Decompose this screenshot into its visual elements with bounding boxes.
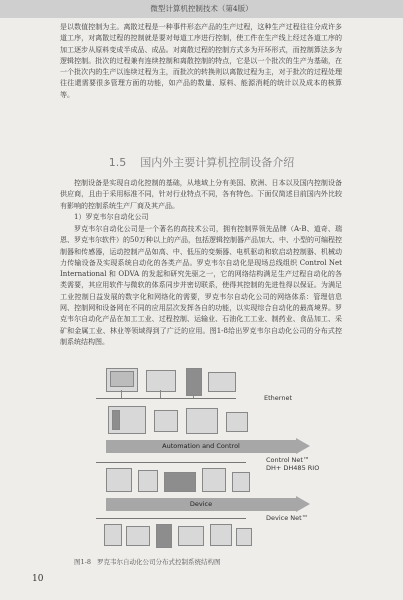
ethernet-label: Ethernet [264,394,292,402]
page-number: 10 [32,574,44,584]
paragraph-intro: 控制设备是实现自动化控制的基础，从地域上分有美国、欧洲、日本以及国内控制设备供应商，且由于采用标准不同，针对行业特点不同，各有特色。下面仅简述目前国内外比较有影响的控制系统生产厂商及其产品。 [60,179,342,210]
valve-icon [210,524,232,546]
pc-icon [146,370,176,392]
terminal-icon [208,372,236,392]
paragraph-rockwell: 罗克韦尔自动化公司是一个著名的高技术公司，拥有控制界领先品牌（A-B、道奇、瑞恩、罗克韦尔软件）的50万种以上的产品，包括逻辑控制器产品加大、中、小型的可编程控制器和传感器，运动控制产品如高、中、低压的变频器、电机驱动和软启动控制器、机械动力传输设备及实现系统自动化的各类产品。罗克韦尔自动化是现场总线组织 Control Net International 和 ODVA 的发起和研究先驱之一，它的网络结构满足生产过程自动化的各类需要，其应用软件与微软的体系同步并密切联系，使得其控制的先进性得以保证。为满足工业控制日益发展的数字化和网络化的需要，罗克韦尔自动化公司的网络体系：管理信息网、控制网和设备网在不同的应用层次发挥各自的功能，以实现综合自动化的最高境界。罗克韦尔自动化产品在加工工业、过程控制、运输业、石油化工工业、制药业、食品加工、采矿和金属工业、林业等领域得到了广泛的应用。图1-8给出罗克韦尔自动化公司的分布式控制系统结构图。 [60,225,342,346]
remote-io-icon [232,472,250,492]
controlnet-label: Control Net™ [266,456,310,464]
running-head: 微型计算机控制技术（第4版） [0,0,403,18]
subheading-rockwell: 1）罗克韦尔自动化公司 [74,213,149,221]
monitor-icon [110,371,134,387]
controller-icon [154,410,178,432]
devicenet-line [96,518,246,519]
photoeye-icon [156,524,172,548]
adapter-icon [164,472,196,492]
controlnet-line [96,462,246,463]
pushbutton-icon [126,526,150,546]
hmi-icon [202,468,226,492]
drive-icon [106,468,132,492]
server-icon [186,368,202,396]
starter-icon [178,526,204,546]
plc-icon [186,408,218,434]
section-number: 1.5 [108,156,127,169]
sensor-icon [104,524,122,546]
dh-plus-label: DH+ DH485 RIO [266,464,320,472]
figure-caption-text: 罗克韦尔自动化公司分布式控制系统结构图 [96,558,221,566]
network-diagram-figure [76,368,366,578]
figure-caption [74,557,220,566]
limit-switch-icon [236,528,252,546]
io-module-icon [226,412,248,432]
automation-control-bar: Automation and Control [106,440,296,453]
motor-starter-icon [138,470,158,492]
section-title: 国内外主要计算机控制设备介绍 [140,156,295,169]
devicenet-label: Device Net™ [266,514,309,522]
device-bar: Device [106,498,296,511]
section-heading [0,154,403,170]
paragraph-process-control: 是以数值控制为主。离散过程是一种事件形态产品的生产过程，这种生产过程往往分成许多道工序，对离散过程的控制就是要对每道工序进行控制，使工件在生产线上经过各道工序的加工逐步从原料变成半成品、成品。对离散过程的控制方式多为开环形式，而控制算法多为逻辑控制。批次的过程兼有连续控制和离散控制的特点，它是以一个批次的生产为基础，在一个批次内的生产以连续过程为主，而批次的转换则以离散过程为主，对于批次的过程处理往往還需要很多管理方面的功能，如产品的数量、原料、能源消耗的统计以及成本的核算等。 [60,23,342,99]
ethernet-line [96,398,236,399]
figure-number: 图1-8 [74,558,91,566]
plc-module-icon [112,410,120,430]
